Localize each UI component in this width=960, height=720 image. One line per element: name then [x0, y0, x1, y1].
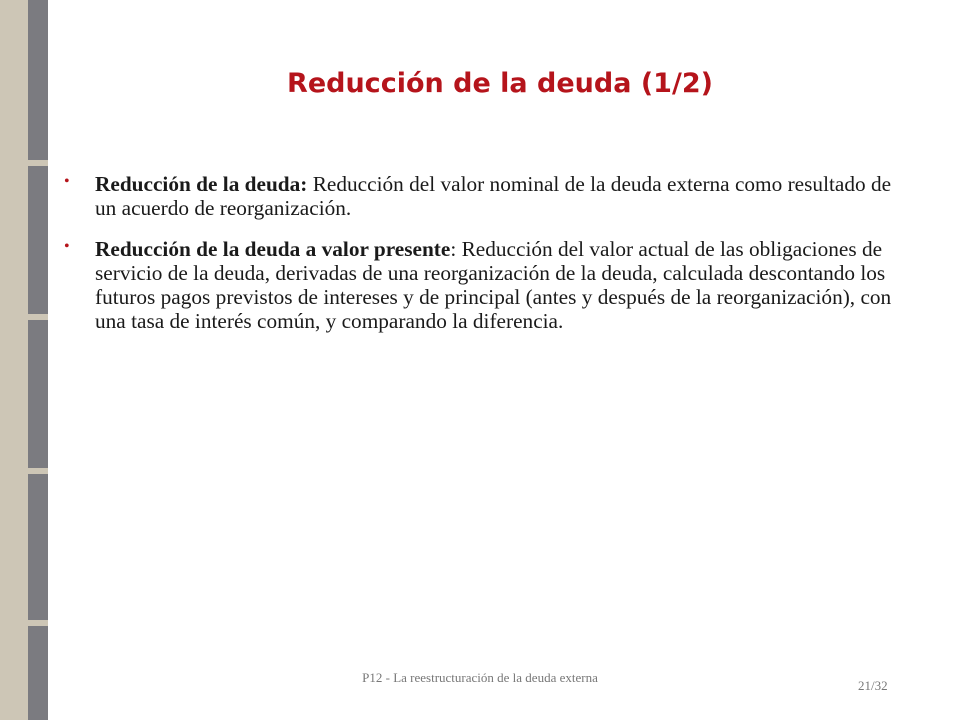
bullet-item: [64, 172, 904, 220]
bullet-term: Reducción de la deuda a valor presente: [95, 237, 451, 261]
bullet-dot-icon: •: [64, 173, 70, 190]
slide-title: Reducción de la deuda (1/2): [287, 68, 713, 99]
bullet-dot-icon: •: [64, 238, 70, 255]
bullet-term: Reducción de la deuda:: [95, 172, 308, 196]
footer-text: P12 - La reestructuración de la deuda externa: [362, 670, 598, 685]
sidebar-block: [28, 320, 48, 468]
bullet-text: : Reducción del valor actual de las obligaciones de servicio de la deuda, derivadas de una reorganización de la deuda, calculada descontando los futuros pagos previstos de intereses y de principal (antes y después de la reorganización), con una tasa de interés común, y comparando la diferencia.: [95, 237, 892, 333]
bullet-list: [64, 172, 904, 350]
bullet-text: Reducción del valor nominal de la deuda externa como resultado de un acuerdo de reorganización.: [95, 172, 892, 220]
sidebar-block: [28, 166, 48, 314]
page-number: 21/32: [858, 678, 888, 693]
sidebar-block: [28, 626, 48, 720]
sidebar-block: [28, 474, 48, 620]
bullet-item: [64, 237, 904, 333]
sidebar-decoration: [0, 0, 48, 720]
